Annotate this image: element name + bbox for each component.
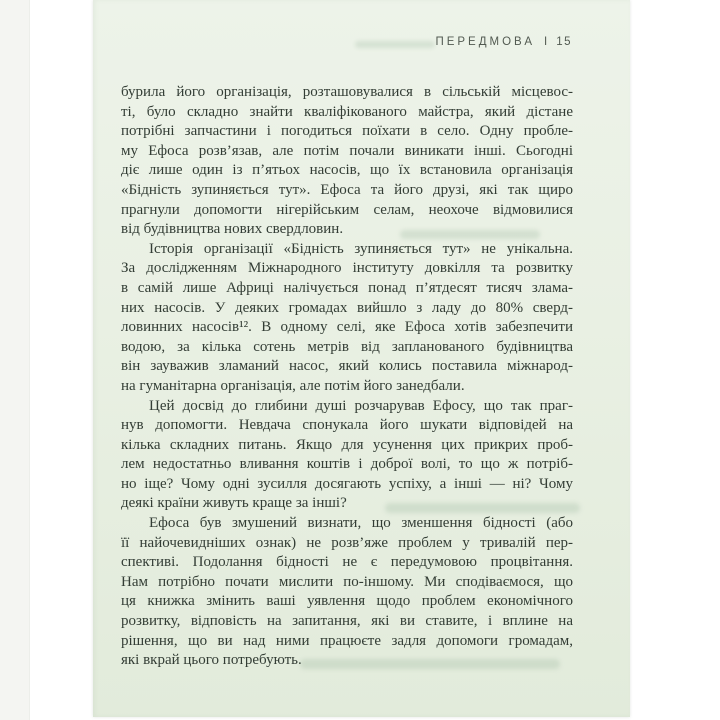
text-line: які вкрай цього потребують. [121,652,302,669]
text-line: водою, за кілька сотень метрів від запланованого будівництва [121,338,573,355]
chapter-title: ПЕРЕДМОВА [435,36,535,48]
header-separator: І [544,36,548,48]
text-line: ця книжка змінить ваші уявлення щодо проблем економічного [121,593,573,610]
body-text [121,83,573,671]
text-line: Цей досвід до глибини душі розчарував Ефосу, що так праг- [149,397,573,414]
paragraph [121,397,573,515]
text-line: діє лише один із п’ятьох насосів, що їх встановила організація [121,162,573,179]
bleed-through-artifact [355,41,435,48]
text-line: лем недостатньо вливання коштів і доброї волі, то що ж потріб- [121,456,573,473]
paragraph [121,514,573,671]
text-line: в самій лише Африці налічується понад п’ятдесят тисяч злама- [121,279,573,296]
text-line: ловинних насосів¹². В одному селі, яке Ефоса хотів забезпечити [121,319,573,336]
text-line: розвитку, відповість на запитання, які ви ставите, і вплине на [121,613,573,630]
book-page [93,0,630,717]
text-line: нув допомогти. Невдача спонукала його шукати відповідей на [121,417,573,434]
text-line: них насосів. У деяких громадах вийшло з ладу до 80% сверд- [121,299,573,316]
page-number: 15 [556,36,572,48]
text-line: но іще? Чому одні зусилля досягають успіху, а інші — ні? Чому [121,475,573,492]
left-backdrop-strip [0,0,30,720]
text-line: він зауважив зламаний насос, який колись поставила міжнарод- [121,358,573,375]
text-line: прагнули допомогти нігерійським селам, неохоче відмовилися [121,201,573,218]
text-line: потрібні запчастини і погодиться поїхати в село. Одну пробле- [121,123,573,140]
text-line: спективі. Подолання бідності не є передумовою процвітання. [121,554,573,571]
text-line: на гуманітарна організація, але потім його занедбали. [121,377,465,394]
running-header [435,36,572,48]
text-line: бурила його організація, розташовувалися в сільській місцевос- [121,84,573,100]
text-line: кілька складних питань. Якщо для усунення цих прикрих проб- [121,436,573,453]
text-line: Історія організації «Бідність зупиняється тут» не унікальна. [149,240,573,257]
text-line: від будівництва нових свердловин. [121,221,344,238]
text-line: рішення, що ви над ними працюєте задля допомоги громадам, [121,632,573,649]
text-line: му Ефоса розв’язав, але потім почали виникати інші. Сьогодні [121,142,573,159]
text-line: деякі країни живуть краще за інші? [121,495,347,512]
paragraph [121,83,573,240]
text-line: її найочевидніших ознак) не розв’яже проблем у тривалій пер- [121,534,573,551]
text-line: Ефоса був змушений визнати, що зменшення бідності (або [149,515,573,532]
text-line: «Бідність зупиняється тут». Ефоса та його друзі, які так щиро [121,181,573,198]
text-line: ті, було складно знайти кваліфікованого майстра, який дістане [121,103,573,120]
paragraph [121,240,573,397]
text-line: За дослідженням Міжнародного інституту довкілля та розвитку [121,260,573,277]
text-line: Нам потрібно почати мислити по-іншому. Ми сподіваємося, що [121,573,573,590]
